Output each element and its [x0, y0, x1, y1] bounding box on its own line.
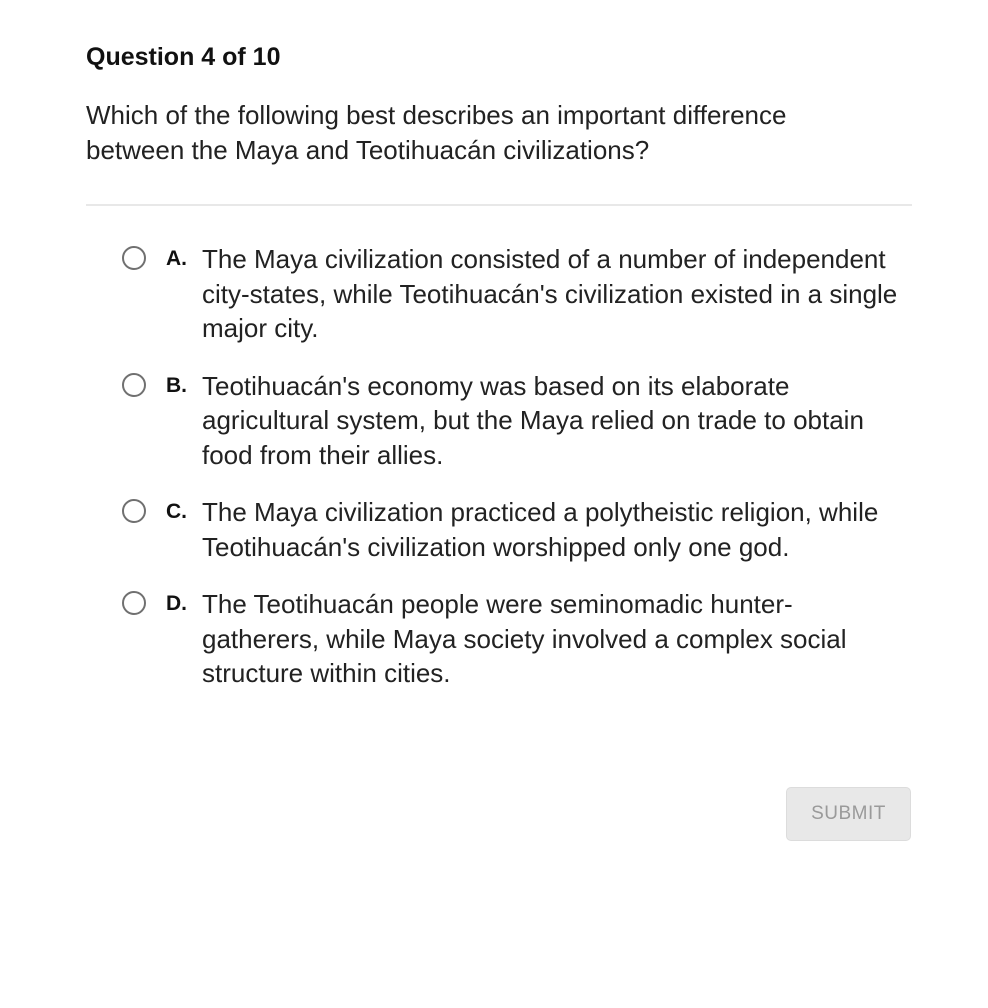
answer-options: [122, 242, 912, 691]
question-counter: Question 4 of 10: [86, 43, 281, 71]
option-a[interactable]: [122, 242, 912, 346]
option-text[interactable]: The Maya civilization practiced a polytheistic religion, while Teotihuacán's civilization worshipped only one god.: [202, 497, 879, 562]
option-letter: B.: [166, 373, 187, 397]
option-text[interactable]: The Maya civilization consisted of a number of independent city-states, while Teotihuacán's civilization existed in a single major city.: [202, 244, 898, 343]
radio-circle-icon[interactable]: [122, 246, 146, 270]
radio-circle-icon[interactable]: [122, 591, 146, 615]
option-d[interactable]: [122, 587, 912, 691]
option-text[interactable]: The Teotihuacán people were seminomadic hunter-gatherers, while Maya society involved a complex social structure within cities.: [202, 589, 847, 688]
option-b[interactable]: [122, 369, 912, 473]
option-c[interactable]: [122, 495, 912, 564]
submit-button[interactable]: SUBMIT: [786, 787, 911, 841]
option-letter: C.: [166, 500, 187, 523]
option-letter: D.: [166, 592, 187, 615]
radio-circle-icon[interactable]: [122, 373, 146, 397]
option-letter: A.: [166, 247, 187, 270]
question-prompt: Which of the following best describes an important difference between the Maya and Teotihuacán civilizations?: [86, 100, 787, 165]
quiz-panel: [86, 40, 912, 714]
divider: [86, 204, 912, 206]
radio-circle-icon[interactable]: [122, 499, 146, 523]
option-text[interactable]: Teotihuacán's economy was based on its elaborate agricultural system, but the Maya relied on trade to obtain food from their allies.: [202, 370, 864, 470]
